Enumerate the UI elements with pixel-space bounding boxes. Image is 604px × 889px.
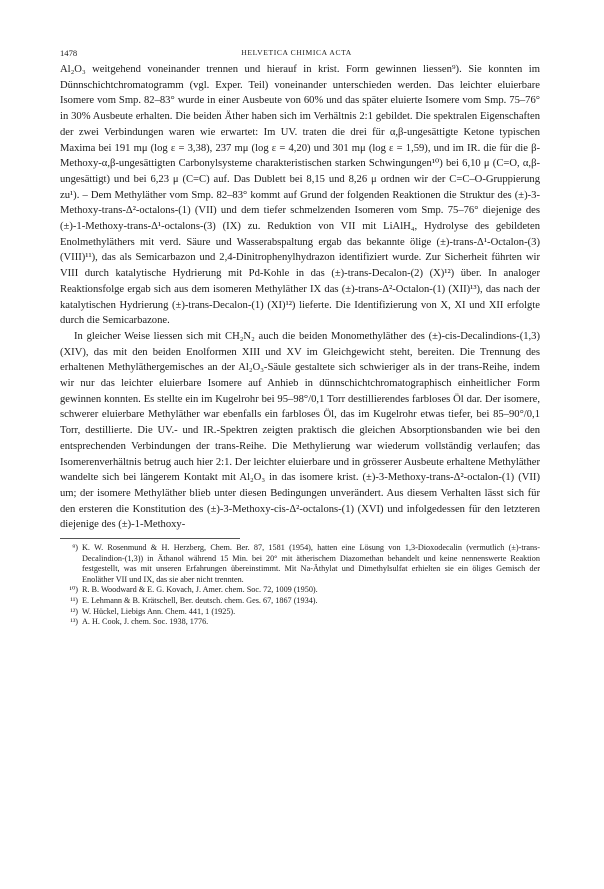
footnote-number: ¹¹) [70, 596, 78, 606]
footnote-text: W. Hückel, Liebigs Ann. Chem. 441, 1 (1925). [82, 606, 236, 616]
footnote-text: A. H. Cook, J. chem. Soc. 1938, 1776. [82, 617, 209, 627]
paragraph: Al₂O₃ weitgehend voneinander trennen und hierauf in krist. Form gewinnen liessen⁹). Sie konnten im Dünnschichtchromatogramm (vgl. Exper. Teil) voneinander unterschieden werden. Das leichter eluierbare Isomere vom Smp. 82–83° wurde in einer Ausbeute von 60% und das später eluierte Isomere vom Smp. 75–76° in 30% Ausbeute erhalten. Die beiden Äther haben sich im Verhältnis 2:1 gebildet. Die spektralen Eigenschaften der zwei Verbindungen waren wie erwartet: Im UV. traten die drei für α,β-ungesättigte Ketone typischen Maxima bei 191 mμ (log ε = 3,38), 237 mμ (log ε = 4,20) und 301 mμ (log ε = 1,59), und im IR. die für die β-Methoxy-α,β-ungesättigten Carbonylsysteme charakteristischen starken Schwingungen¹⁰) bei 6,10 μ (C=O, α,β-ungesättigt) und bei 6,23 μ (C=C) auf. Das Dublett bei 8,15 und 8,26 μ ordnen wir der C=C–O-Gruppierung zu¹). – Dem Methyläther vom Smp. 82–83° kommt auf Grund der folgenden Reaktionen die Struktur des (±)-3-Methoxy-trans-Δ²-octalons-(1) (VII) und dem tiefer schmelzenden Isomeren vom Smp. 75–76° diejenige des (±)-1-Methoxy-trans-Δ¹-octalons-(3) (IX) zu. Reduktion von VII mit LiAlH₄, Hydrolyse des gebildeten Enolmethyläthers mit verd. Säure und Wasserabspaltung ergab das bekannte ölige (±)-trans-Δ¹-Octalon-(3) (VIII)¹¹), das als Semicarbazon und 2,4-Dinitrophenylhydrazon identifiziert wurde. Zur Sicherheit führten wir VIII durch katalytische Hydrierung mit Pd-Kohle in das (±)-trans-Decalon-(2) (X)¹²) über. In analoger Reaktionsfolge ergab sich aus dem isomeren Methyläther IX das (±)-trans-Δ²-Octalon-(1) (XII)¹³), das nach der katalytischen Hydrierung (±)-trans-Decalon-(1) (XI)¹²) lieferte. Die Identifizierung von X, XI und XII erfolgte durch die Semicarbazone. [60, 64, 540, 327]
footnote-number: ¹²) [70, 606, 78, 616]
footnote-number: ⁹) [72, 543, 78, 553]
footnote [60, 617, 540, 628]
footnote [60, 607, 540, 618]
footnote-number: ¹⁰) [69, 585, 78, 595]
footnote [60, 585, 540, 596]
document-page [60, 44, 540, 628]
paragraph: In gleicher Weise liessen sich mit CH₂N₂ auch die beiden Monomethyläther des (±)-cis-Decalindions-(1,3) (XIV), das mit den beiden Enolformen XIII und XV im Gleichgewicht steht, bereiten. Die Trennung des erhaltenen Methyläthergemisches an der Al₂O₃-Säule gestaltete sich schwieriger als in der trans-Reihe, indem wir nur das leichter eluierbare Isomere auf Anhieb in dünnschichtchromatographisch einheitlicher Form gewinnen konnten. Es stellte ein im Kugelrohr bei 95–98°/0,1 Torr destillierendes farbloses Öl dar. Der isomere, schwerer eluierbare Methyläther war ebenfalls ein farbloses Öl, das im Kugelrohr etwas tiefer, bei 85–90°/0,1 Torr, destillierte. Die UV.- und IR.-Spektren zeigten praktisch die gleichen Absorptionsbanden wie bei den entsprechenden Verbindungen der trans-Reihe. Die Methylierung war wiederum vollständig verlaufen; das Isomerenverhältnis betrug auch hier 2:1. Der leichter eluierbare und in grösserer Ausbeute erhaltene Methyläther wandelte sich bei längerem Kontakt mit Al₂O₃ in das isomere krist. (±)-3-Methoxy-trans-Δ²-octalon-(1) (VII) um; der isomere Methyläther blieb unter diesen Bedingungen unverändert. Aus diesem Verhalten lässt sich für den ersteren die Konstitution des (±)-3-Methoxy-cis-Δ²-octalons-(1) (XVI) und infolgedessen für den letzteren diejenige des (±)-1-Methoxy- [60, 330, 540, 531]
footnote-text: K. W. Rosenmund & H. Herzberg, Chem. Ber. 87, 1581 (1954), hatten eine Lösung von 1,3-Dioxodecalin (vermutlich (±)-trans-Decalindion-(1,3)) in Äthanol während 15 Min. bei 20° mit ätherischem Diazomethan behandelt und keine nennenswerte Reaktion festgestellt, was mit unseren Erfahrungen übereinstimmt. Mit Na-Äthylat und Dimethylsulfat erhielten sie ein öliges Gemisch der Enoläther VII und IX, das sie aber nicht trennten. [82, 543, 540, 584]
running-header [60, 44, 540, 62]
footnote [60, 543, 540, 585]
footnote-number: ¹³) [70, 617, 78, 627]
journal-title: HELVETICA CHIMICA ACTA [241, 48, 352, 57]
footnotes [60, 543, 540, 628]
footnote [60, 596, 540, 607]
body-text [60, 62, 540, 533]
footnote-divider [60, 538, 240, 539]
page-number: 1478 [60, 48, 78, 58]
footnote-text: E. Lehmann & B. Krätschell, Ber. deutsch. chem. Ges. 67, 1867 (1934). [82, 596, 318, 606]
footnote-text: R. B. Woodward & E. G. Kovach, J. Amer. chem. Soc. 72, 1009 (1950). [82, 585, 318, 595]
